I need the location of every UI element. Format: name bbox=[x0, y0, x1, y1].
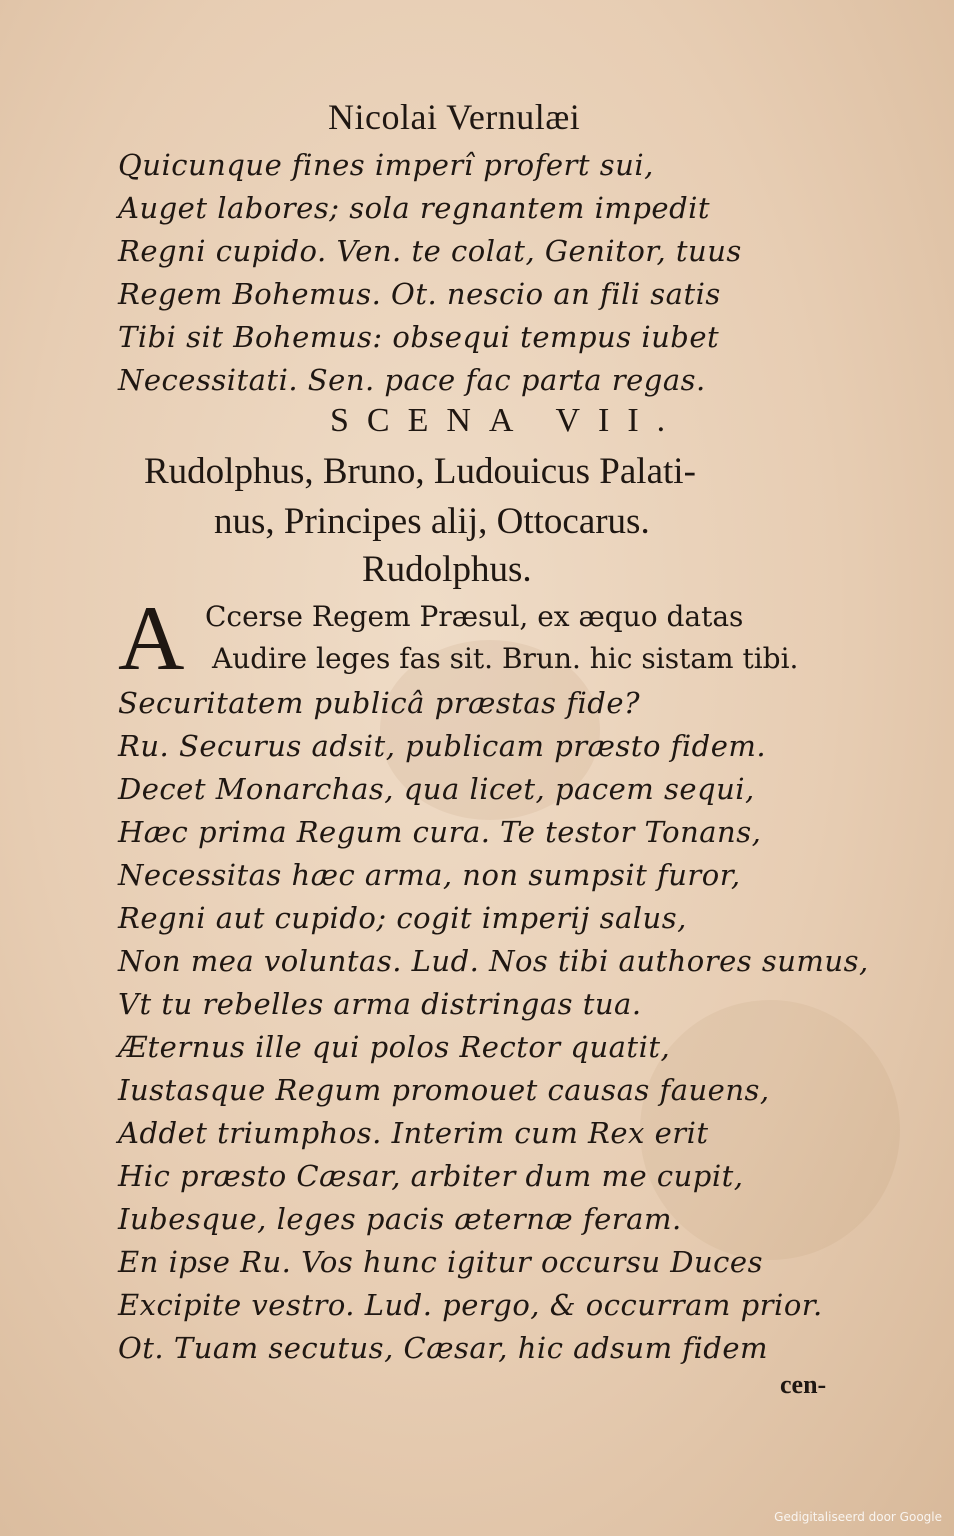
scene-heading: SCENA VII. bbox=[330, 402, 684, 439]
verse-line: Necessitati. Sen. pace fac parta regas. bbox=[118, 363, 706, 397]
verse-line: Hic præsto Cæsar, arbiter dum me cupit, bbox=[118, 1159, 744, 1193]
verse-line: Addet triumphos. Interim cum Rex erit bbox=[118, 1116, 709, 1150]
verse-line: Securitatem publicâ præstas fide? bbox=[118, 686, 641, 720]
digitization-watermark: Gedigitaliseerd door Google bbox=[774, 1510, 942, 1524]
verse-line: Iustasque Regum promouet causas fauens, bbox=[118, 1073, 770, 1107]
verse-line: En ipse Ru. Vos hunc igitur occursu Duces bbox=[118, 1245, 763, 1279]
verse-line: Necessitas hæc arma, non sumpsit furor, bbox=[118, 858, 741, 892]
verse-line: Tibi sit Bohemus: obsequi tempus iubet bbox=[118, 320, 720, 354]
verse-line: Hæc prima Regum cura. Te testor Tonans, bbox=[118, 815, 762, 849]
verse-line: Æternus ille qui polos Rector quatit, bbox=[118, 1030, 671, 1064]
speaker-heading: Rudolphus. bbox=[362, 549, 532, 590]
cast-line: Rudolphus, Bruno, Ludouicus Palati- bbox=[144, 451, 696, 492]
verse-line: Ru. Securus adsit, publicam præsto fidem. bbox=[118, 729, 767, 763]
verse-line: Regni cupido. Ven. te colat, Genitor, tuus bbox=[118, 234, 742, 268]
verse-line: Non mea voluntas. Lud. Nos tibi authores sumus, bbox=[118, 944, 869, 978]
cast-line: nus, Principes alij, Ottocarus. bbox=[214, 501, 650, 542]
verse-line: Vt tu rebelles arma distringas tua. bbox=[118, 987, 642, 1021]
verse-line: Iubesque, leges pacis æternæ feram. bbox=[118, 1202, 682, 1236]
verse-line: Ot. Tuam secutus, Cæsar, hic adsum fidem bbox=[118, 1331, 769, 1365]
drop-capital: A bbox=[118, 587, 185, 689]
verse-line: Excipite vestro. Lud. pergo, & occurram prior. bbox=[118, 1288, 823, 1322]
verse-line: Auget labores; sola regnantem impedit bbox=[118, 191, 711, 225]
catchword: cen- bbox=[780, 1370, 827, 1399]
verse-line: Regni aut cupido; cogit imperij salus, bbox=[118, 901, 687, 935]
running-header: Nicolai Vernulæi bbox=[328, 97, 581, 137]
verse-line: Quicunque fines imperî profert sui, bbox=[118, 148, 654, 182]
verse-line: Decet Monarchas, qua licet, pacem sequi, bbox=[118, 772, 755, 806]
verse-line: Ccerse Regem Præsul, ex æquo datas bbox=[205, 600, 744, 633]
verse-line: Audire leges fas sit. Brun. hic sistam tibi. bbox=[212, 642, 799, 675]
verse-line: Regem Bohemus. Ot. nescio an fili satis bbox=[118, 277, 721, 311]
